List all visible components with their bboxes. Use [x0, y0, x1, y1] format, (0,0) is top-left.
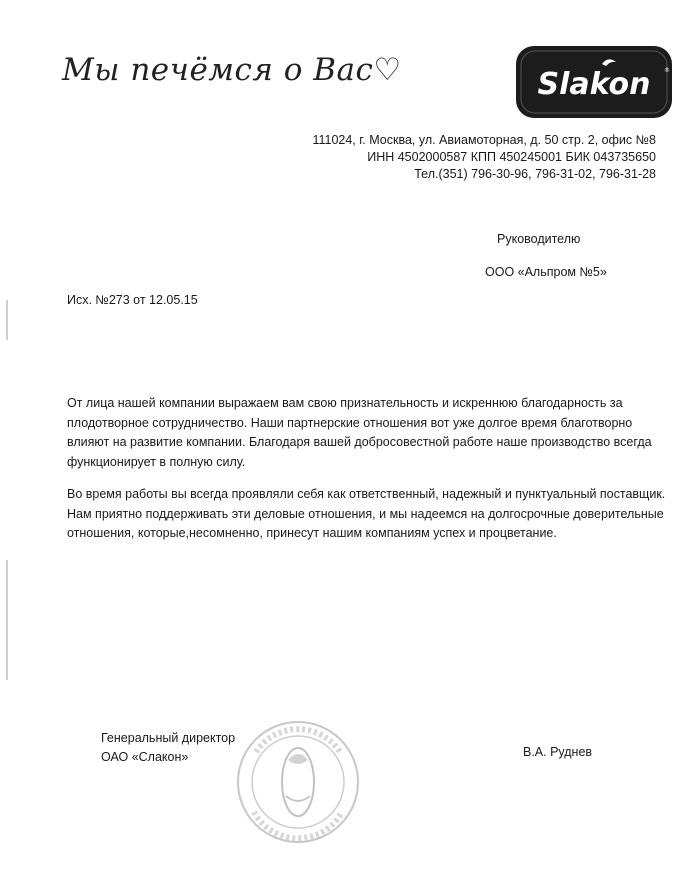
- recipient-title: Руководителю: [497, 232, 581, 246]
- scan-edge-mark: [6, 560, 8, 680]
- recipient-organization: ООО «Альпром №5»: [485, 265, 607, 279]
- outgoing-reference: Исх. №273 от 12.05.15: [67, 293, 198, 307]
- svg-text:®: ®: [664, 67, 670, 74]
- company-address: 111024, г. Москва, ул. Авиамоторная, д. 50 стр. 2, офис №8: [312, 133, 656, 147]
- company-seal: [226, 700, 376, 860]
- company-phones: Тел.(351) 796-30-96, 796-31-02, 796-31-28: [414, 167, 656, 181]
- letter-paragraph-1: От лица нашей компании выражаем вам свою признательность и искреннюю благодарность за плодотворное сотрудничество. Наши партнерские отношения вот уже долгое время благотворно влияют на развитие компании. Благодаря вашей добросовестной работе наше производство всегда функционирует в полную силу.: [67, 396, 652, 469]
- letter-paragraph-2: Во время работы вы всегда проявляли себя как ответственный, надежный и пунктуальный поставщик. Нам приятно поддерживать эти деловые отношения, и мы надеемся на долгосрочные доверительные отношения, которые,несомненно, принесут нашим компаниям успех и процветание.: [67, 487, 666, 540]
- scan-edge-mark: [6, 300, 8, 340]
- signatory-title: [101, 729, 235, 767]
- signatory-name: В.А. Руднев: [523, 745, 593, 759]
- company-tax-ids: ИНН 4502000587 КПП 450245001 БИК 043735650: [367, 150, 656, 164]
- logo-wordmark: Slakon: [537, 67, 651, 102]
- signatory-position: Генеральный директор: [101, 731, 236, 745]
- company-logo: [514, 42, 674, 122]
- company-tagline: Мы печёмся о Вас♡: [62, 52, 402, 88]
- signatory-company: ОАО «Слакон»: [101, 750, 189, 764]
- heart-icon: ♡: [373, 52, 402, 88]
